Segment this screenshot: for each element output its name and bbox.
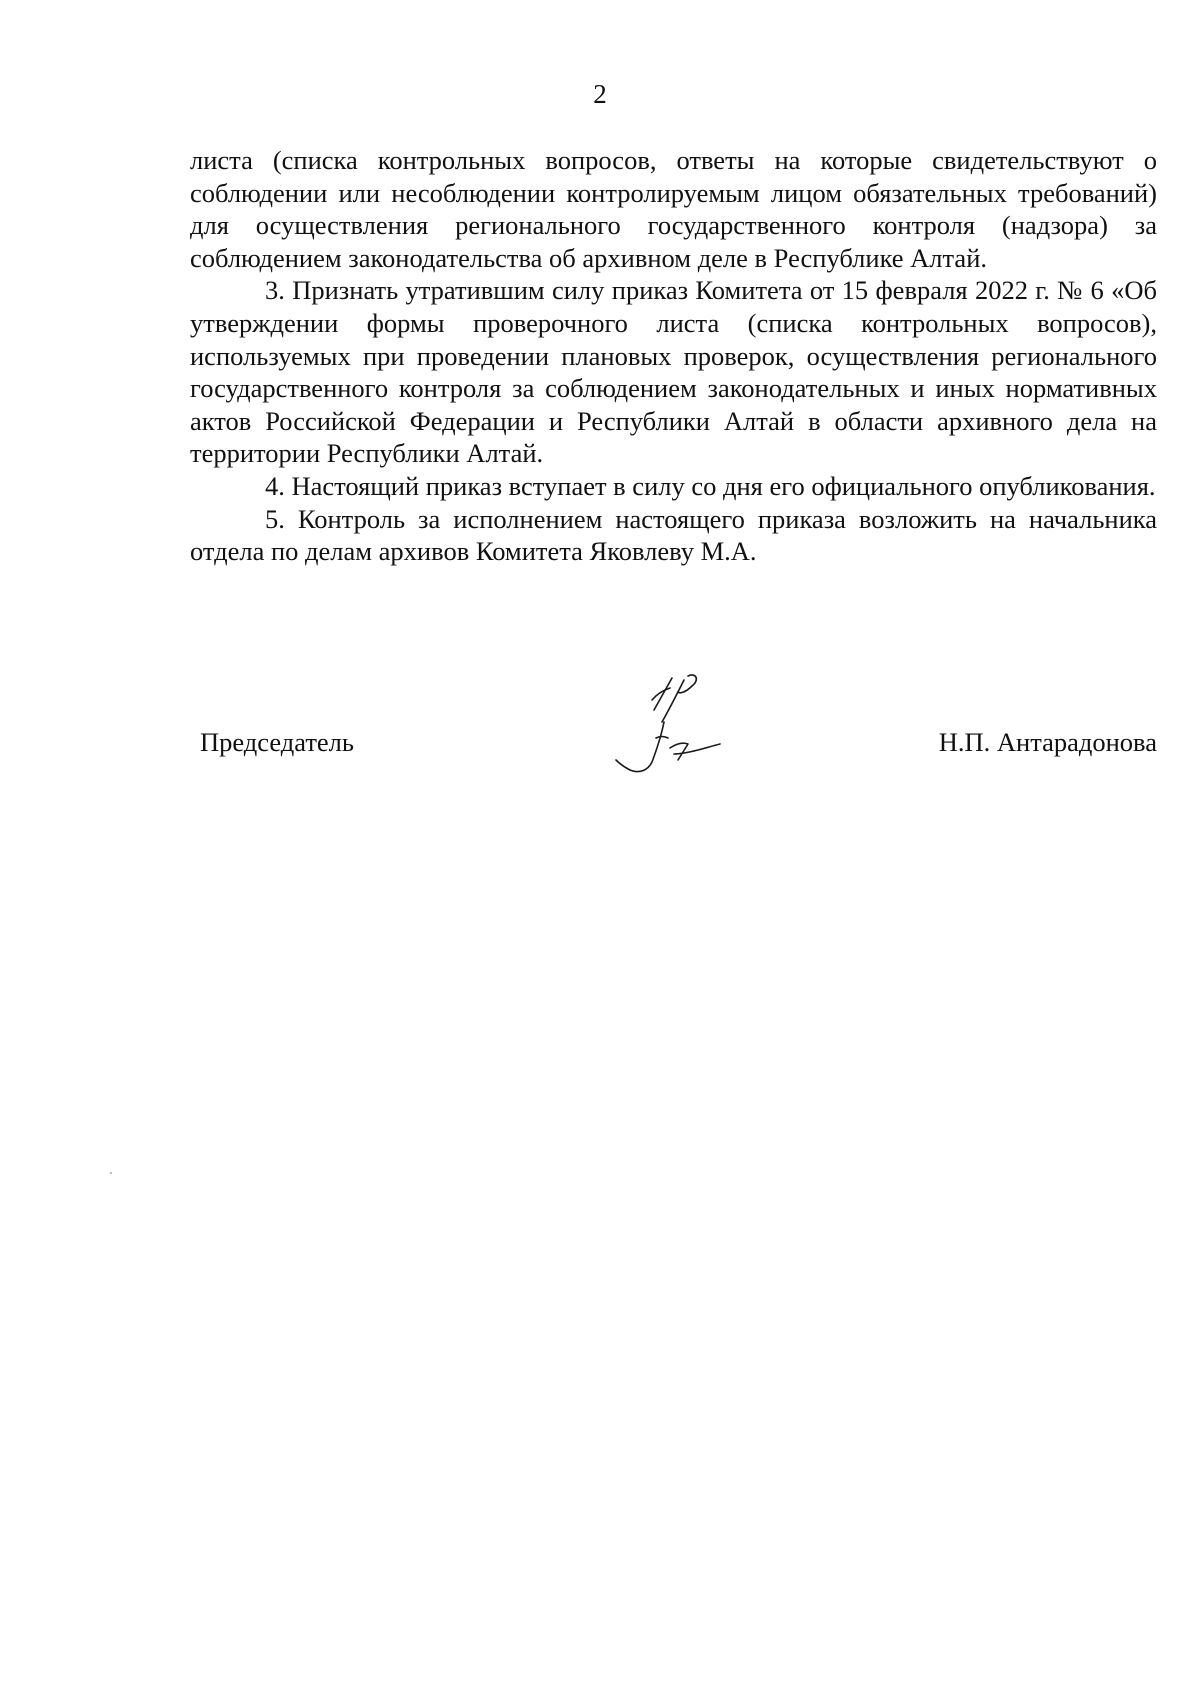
paragraph-item-3: 3. Признать утратившим силу приказ Комитета от 15 февраля 2022 г. № 6 «Об утверждении формы проверочного листа (списка контрольных вопросов), используемых при проведении плановых проверок, осуществления регионального государственного контроля за соблюдением законодательных и иных нормативных актов Российской Федерации и Республики Алтай в области архивного дела на территории Республики Алтай. [190, 275, 1157, 469]
scan-speck [110, 1172, 112, 1174]
page-number: 2 [593, 79, 607, 109]
paragraph-item-5: 5. Контроль за исполнением настоящего приказа возложить на начальника отдела по делам архивов Комитета Яковлеву М.А. [190, 503, 1157, 567]
signature-block [200, 726, 1157, 766]
signer-title: Председатель [200, 727, 354, 757]
signer-name: Н.П. Антарадонова [938, 727, 1157, 757]
paragraph-continuation: листа (списка контрольных вопросов, ответы на которые свидетельствуют о соблюдении или несоблюдении контролируемым лицом обязательных требований) для осуществления регионального государственного контроля (надзора) за соблюдением законодательства об архивном деле в Республике Алтай. [190, 145, 1157, 273]
paragraph-item-4: 4. Настоящий приказ вступает в силу со дня его официального опубликования. [265, 470, 1156, 501]
document-body [190, 144, 1157, 568]
